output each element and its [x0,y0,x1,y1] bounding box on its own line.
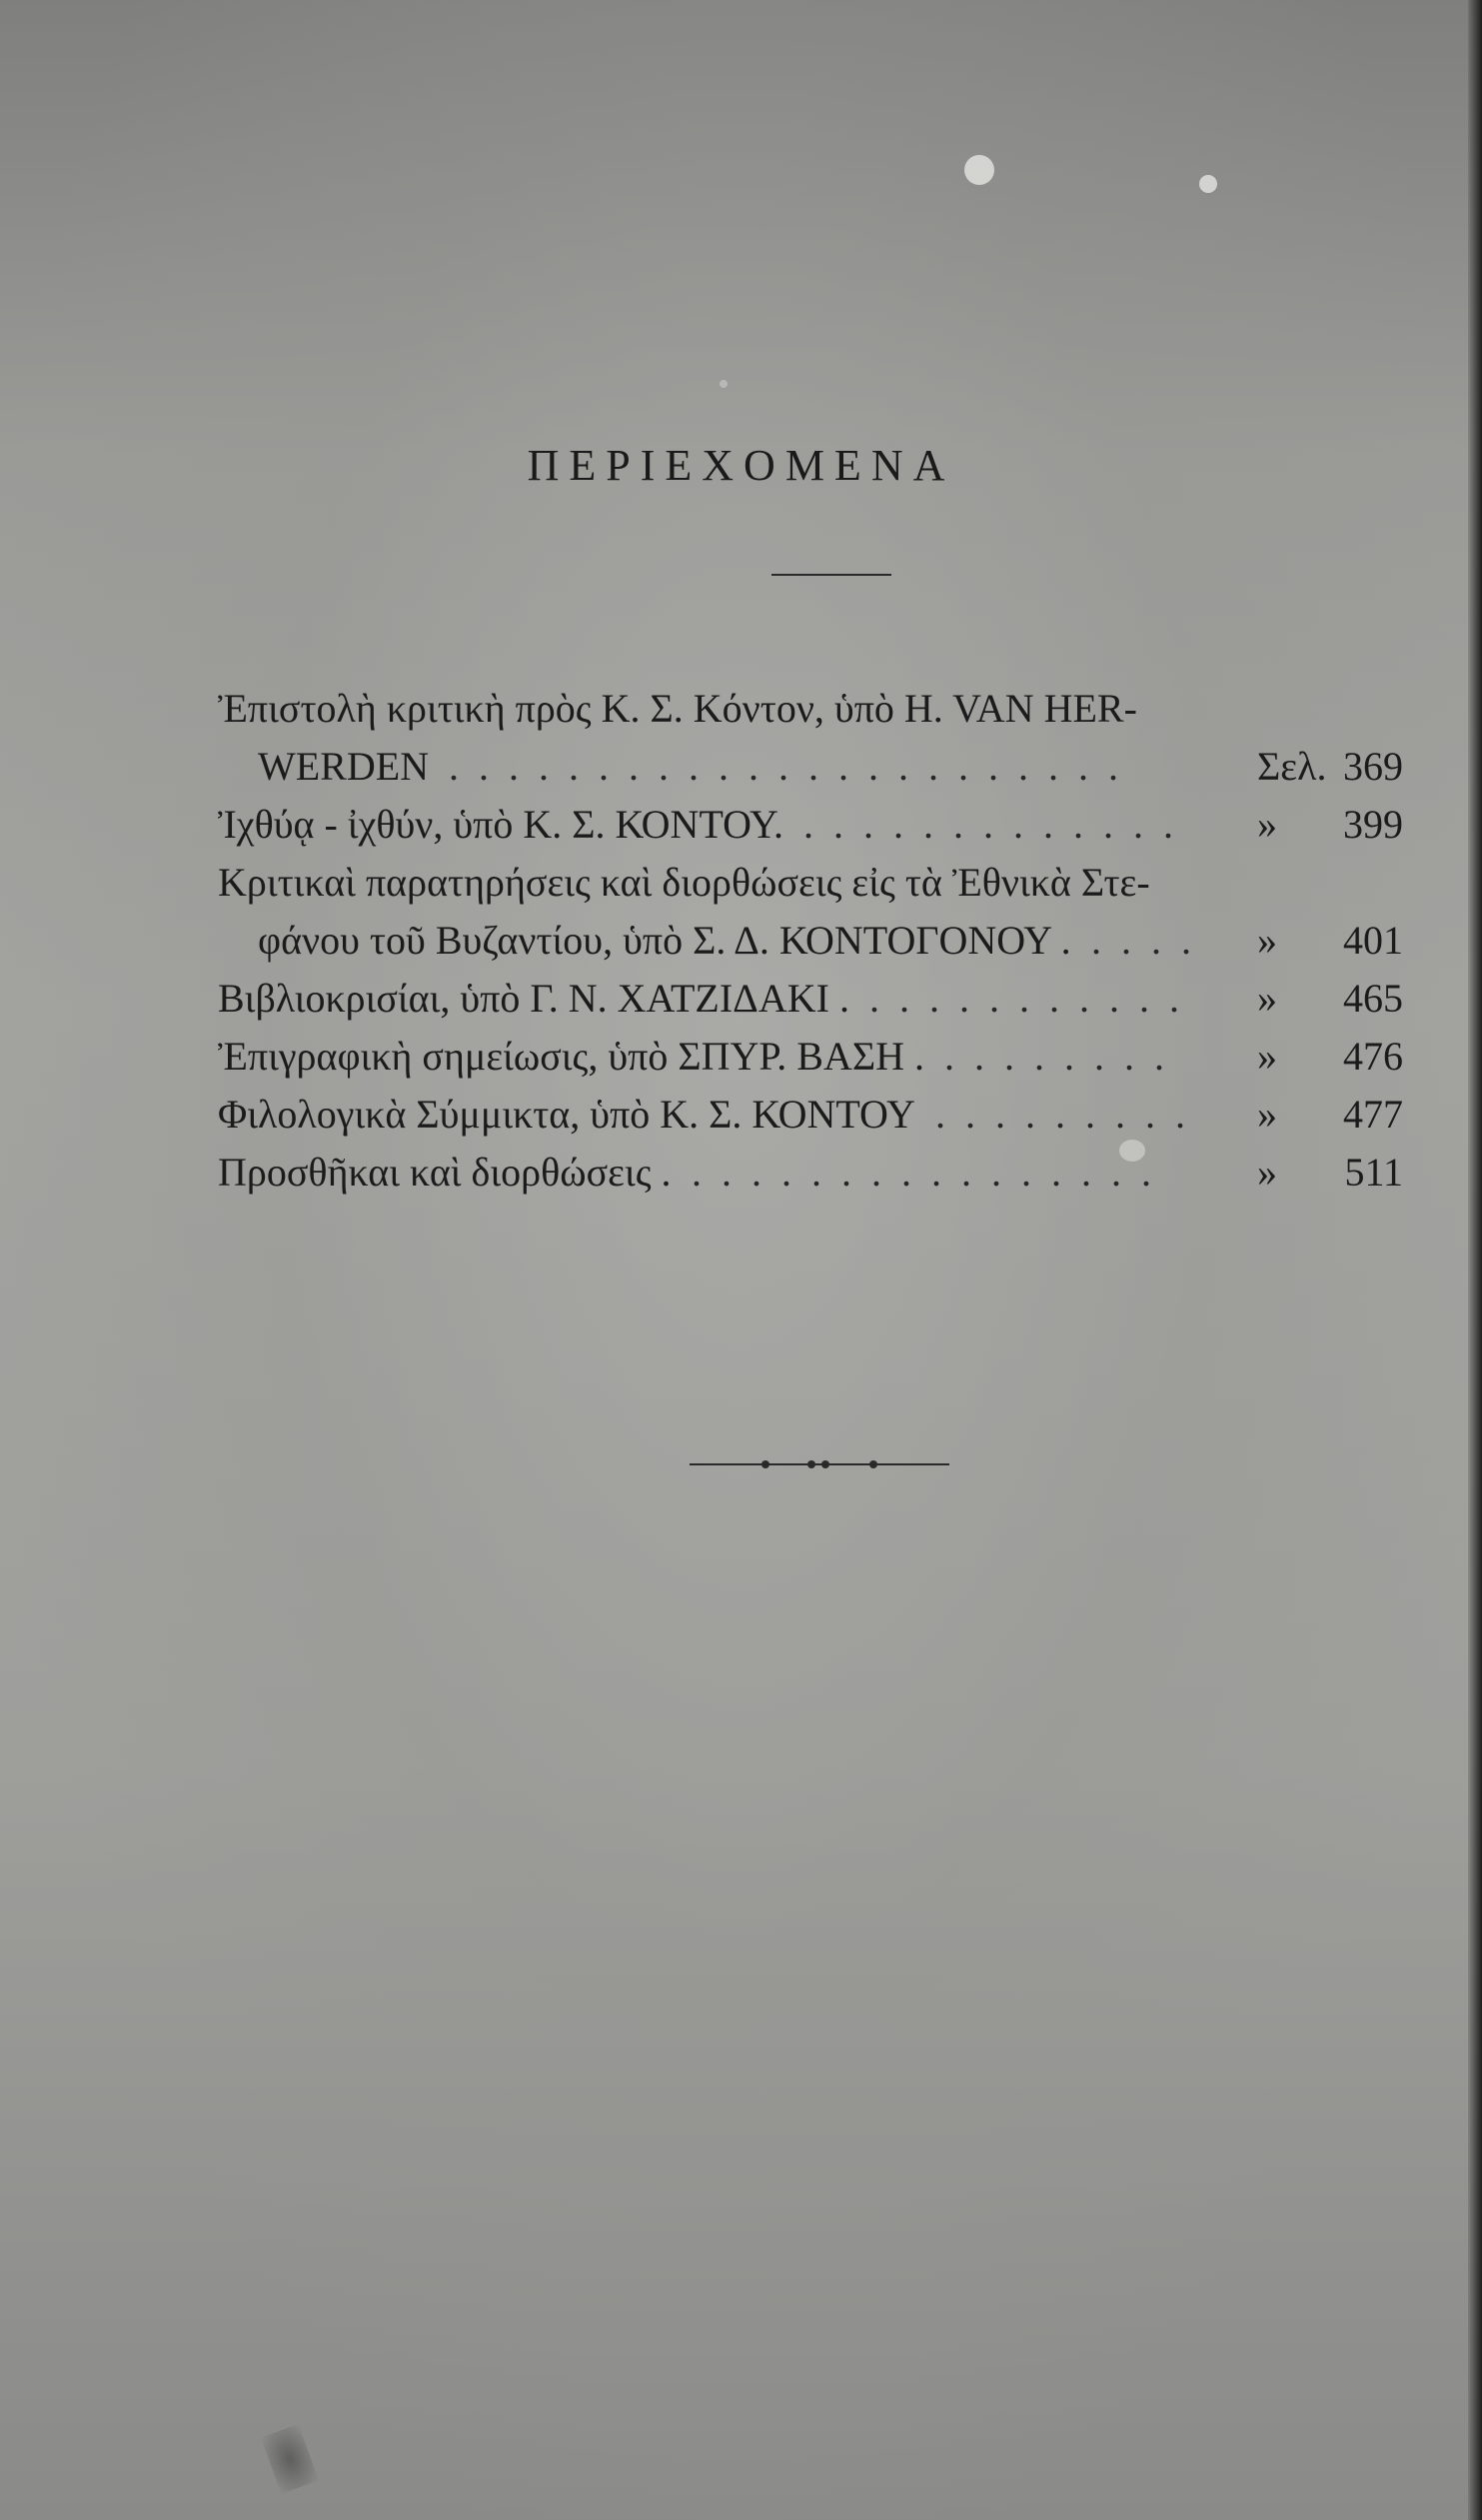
paper-speck [964,155,994,185]
ornament-rule [690,1463,949,1465]
toc-entry-title: Ἰχθύᾳ - ἰχθύν, ὑπὸ Κ. Σ. ΚΟΝΤΟΥ. [218,802,783,847]
toc-entry-title: WERDEN [258,744,430,789]
dot-leader: ................ [692,1150,1171,1195]
toc-entry [218,854,1403,970]
toc-line [218,970,1403,1028]
toc-entry [218,1028,1403,1086]
page-prefix: » [1257,976,1277,1021]
dot-leader: ........ [944,1034,1184,1079]
page-edge-shadow [1468,0,1482,2520]
toc-entry-title: Ἐπιγραφικὴ σημείωσις, ὑπὸ ΣΠΥΡ. ΒΑΣΗ . [218,1034,925,1079]
toc-entry-title: Βιβλιοκρισίαι, ὑπὸ Γ. Ν. ΧΑΤΖΙΔΑΚΙ . [218,976,849,1021]
toc-line [218,738,1403,796]
page-number: 401 [1343,918,1403,963]
page-number: 477 [1343,1092,1403,1137]
ornament-dot [761,1460,769,1468]
toc-entry-title: φάνου τοῦ Βυζαντίου, ὑπὸ Σ. Δ. ΚΟΝΤΟΓΟΝΟΥ . [258,918,1071,963]
toc-entry-title: Προσθῆκαι καὶ διορθώσεις . [218,1150,672,1195]
toc-line [218,854,1403,912]
toc-entry [218,1144,1403,1202]
toc-entry-title: Ἐπιστολὴ κριτικὴ πρὸς Κ. Σ. Κόντον, ὑπὸ H. VAN HER- [218,686,1137,731]
page-prefix: » [1257,1150,1277,1195]
page-number: 476 [1343,1034,1403,1079]
toc-entry [218,796,1403,854]
page-prefix: » [1257,1034,1277,1079]
page-number: 465 [1343,976,1403,1021]
toc-entry [218,1086,1403,1144]
dot-leader: ....................... [449,744,1138,789]
title-rule [771,574,891,576]
toc-entry [218,680,1403,796]
page-prefix: » [1257,1092,1277,1137]
page-number: 369 [1343,744,1403,789]
page-prefix: » [1257,802,1277,847]
toc-line [218,1144,1403,1202]
toc-line [218,1086,1403,1144]
page-number: 399 [1343,802,1403,847]
ink-stain [261,2424,319,2494]
ornament-dot [807,1460,815,1468]
toc-entry-title: Φιλολογικὰ Σύμμικτα, ὑπὸ Κ. Σ. ΚΟΝΤΟΥ [218,1092,915,1137]
dot-leader: .... [1091,918,1211,963]
toc-line [218,1028,1403,1086]
dot-leader: ............. [803,802,1193,847]
dot-leader: ........... [869,976,1199,1021]
toc-line [218,680,1403,738]
dot-leader: ......... [935,1092,1205,1137]
toc-entry [218,970,1403,1028]
toc-line [218,912,1403,970]
page-prefix: » [1257,918,1277,963]
paper-speck [1199,175,1217,193]
toc-entry-title: Κριτικαὶ παρατηρήσεις καὶ διορθώσεις εἰς τὰ Ἐθνικὰ Στε- [218,860,1150,905]
ornament-dot [869,1460,877,1468]
page-title: ΠΕΡΙΕΧΟΜΕΝΑ [527,441,955,490]
toc-line [218,796,1403,854]
paper-speck [720,380,728,388]
page-number: 511 [1344,1150,1403,1195]
ornament-dot [821,1460,829,1468]
end-ornament [690,1457,949,1471]
page-prefix: Σελ. [1257,744,1327,789]
table-of-contents [218,680,1403,1202]
